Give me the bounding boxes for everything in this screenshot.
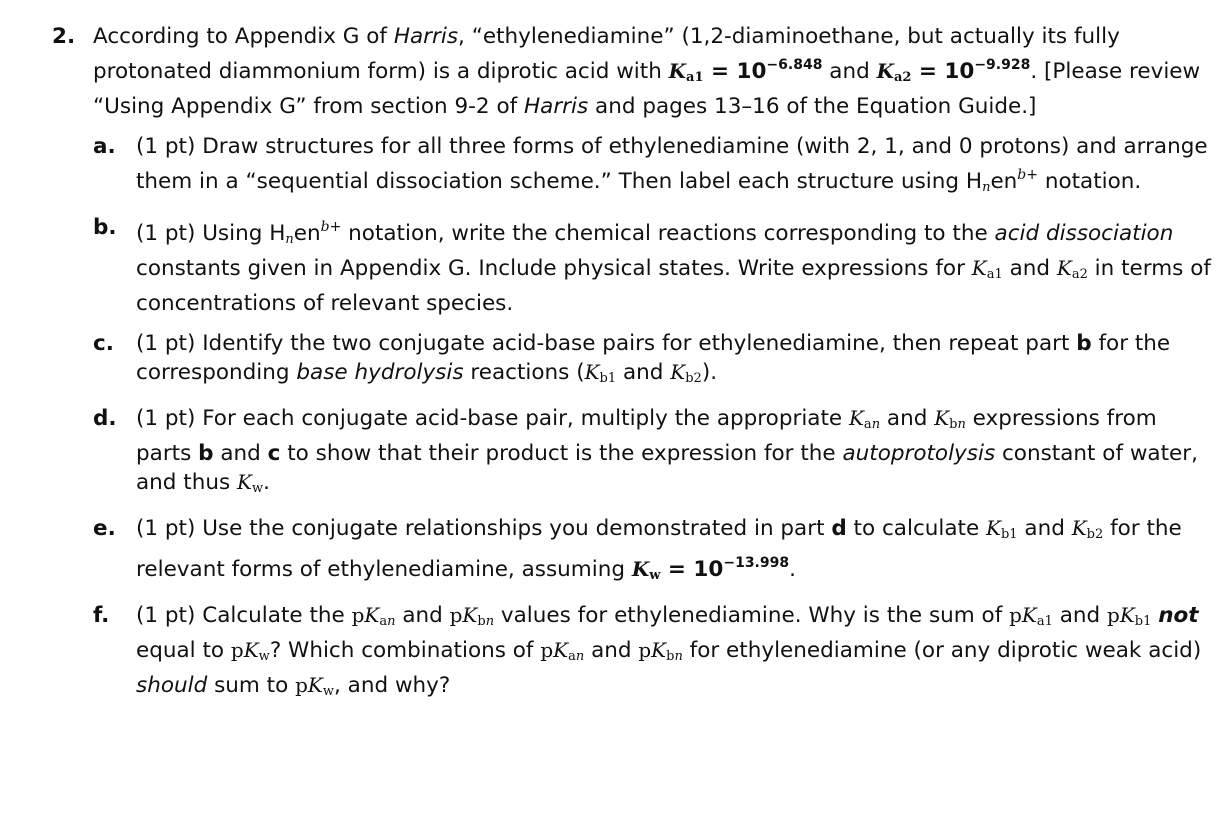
part-a	[93, 132, 1212, 202]
part-label: d.	[93, 406, 117, 431]
part-body: (1 pt) Using Hnen$^{b+}$ notation, write the chemical reactions corresponding to the acid dissociation constants given in Appendix G. Include physical states. Write expressions for $K_{a1}$ and $K_{a2}$ in terms of concentrations of relevant species.	[136, 219, 1211, 316]
problem-parts	[93, 132, 1212, 706]
problem-number: 2.	[52, 24, 76, 49]
part-b	[93, 213, 1212, 318]
problem-2	[52, 22, 1212, 717]
part-e	[93, 514, 1212, 590]
part-f	[93, 601, 1212, 706]
part-label: c.	[93, 331, 114, 356]
part-c	[93, 329, 1212, 393]
part-body: (1 pt) Calculate the $pK_an$ and $pK_bn$ values for ethylenediamine. Why is the sum of $pK_{a1}$ and $pK_{b1}$ not equal to $pK_w$? Which combinations of $pK_an$ and $pK_bn$ for ethylenediamine (or any diprotic weak acid) should sum to $pK_w$, and why?	[136, 603, 1202, 699]
part-label: e.	[93, 516, 116, 541]
part-body: (1 pt) For each conjugate acid-base pair, multiply the appropriate $K_an$ and $K_bn$ expressions from parts b and c to show that their product is the expression for the autoprotolysis constant of water, and thus $K_w$.	[136, 406, 1198, 496]
part-body: (1 pt) Use the conjugate relationships you demonstrated in part d to calculate $K_{b1}$ and $K_{b2}$ for the relevant forms of ethylenediamine, assuming $Kw = 10^{-13.998}$.	[136, 516, 1182, 583]
part-d	[93, 404, 1212, 503]
part-label: a.	[93, 134, 116, 159]
part-body: (1 pt) Draw structures for all three forms of ethylenediamine (with 2, 1, and 0 protons) and arrange them in a “sequential dissociation scheme.” Then label each structure using Hnen$^{b+}$ notation.	[136, 134, 1208, 195]
part-body: (1 pt) Identify the two conjugate acid-base pairs for ethylenediamine, then repeat part b for the corresponding base hydrolysis reactions ($K_{b1}$ and $K_{b2}$).	[136, 331, 1171, 386]
problem-intro: According to Appendix G of Harris, “ethylenediamine” (1,2-diaminoethane, but actually its fully protonated diammonium form) is a diprotic acid with $Ka1 = 10^{-6.848}$ and $Ka2 = 10^{-9.928}$. [Please review “Using Appendix G” from section 9-2 of Harris and pages 13–16 of the Equation Guide.]	[93, 24, 1201, 119]
part-label: b.	[93, 215, 117, 240]
part-label: f.	[93, 603, 110, 628]
